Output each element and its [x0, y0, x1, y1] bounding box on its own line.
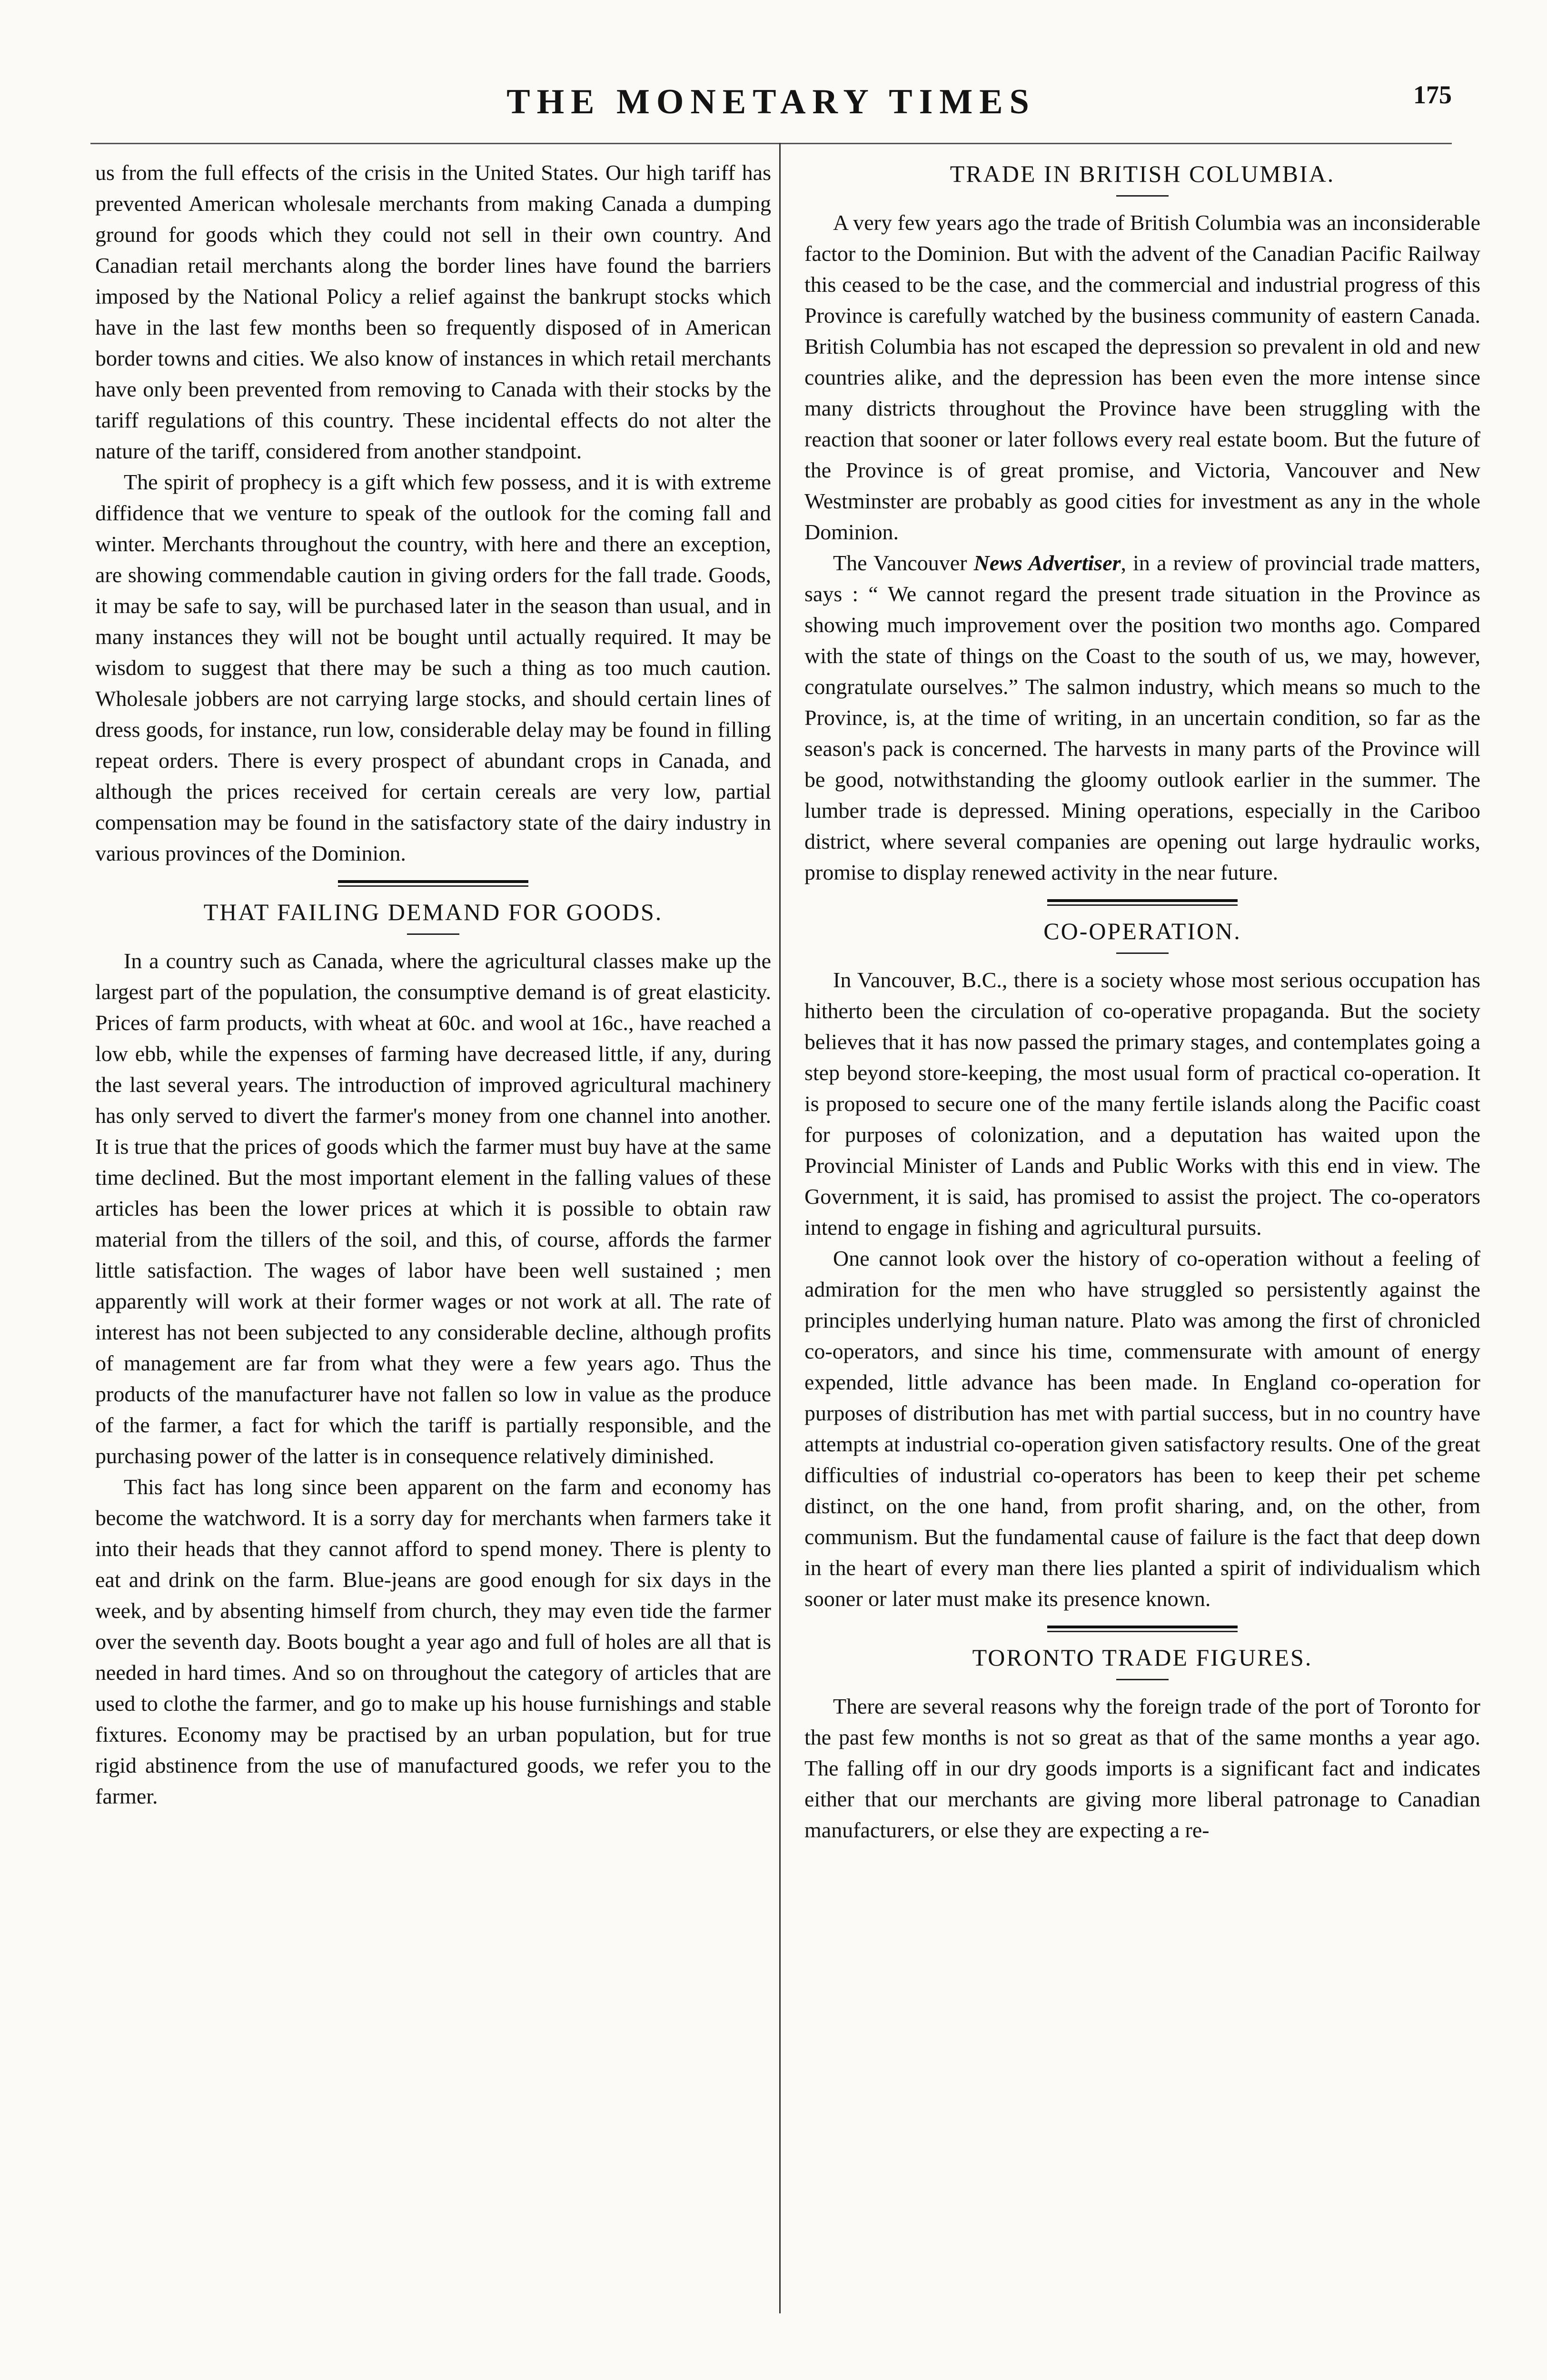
text-run: The Vancouver: [833, 551, 974, 575]
article-heading: TRADE IN BRITISH COLUMBIA.: [950, 160, 1335, 187]
publication-name: News Advertiser: [973, 551, 1121, 575]
article-paragraph: This fact has long since been apparent on the farm and economy has become the watchword. It is a sorry day for merchants when farmers take it into their heads that they cannot afford to spend money. There is plenty to eat and drink on the farm. Blue-jeans are good enough for six days in the week, and by absenting himself from church, they may even tide the farmer over the seventh day. Boots bought a year ago and full of holes are all that is needed in hard times. And so on throughout the category of articles that are used to clothe the farmer, and go to make up his house furnishings and stable fixtures. Economy may be practised by an urban population, but for true rigid abstinence from the use of manufactured goods, we refer you to the farmer.: [95, 1475, 771, 1808]
heading-rule: [1116, 195, 1169, 197]
article-paragraph: [804, 547, 1480, 888]
article-paragraph: In a country such as Canada, where the agricultural classes make up the largest part of the population, the consumptive demand is of great elasticity. Prices of farm products, with wheat at 60c. and wool at 16c., have reached a low ebb, while the expenses of farming have decreased little, if any, during the last several years. The introduction of improved agricultural machinery has only served to divert the farmer's money from one channel into another. It is true that the prices of goods which the farmer must buy have at the same time declined. But the most important element in the falling values of these articles has been the lower prices at which it is possible to obtain raw material from the tillers of the soil, and this, of course, affords the farmer little satisfaction. The wages of labor have been well sustained ; men apparently will work at their former wages or not work at all. The rate of interest has not been subjected to any considerable decline, although profits of management are far from what they were a few years ago. Thus the products of the manufacturer have not fallen so low in value as the produce of the farmer, a fact for which the tariff is partially responsible, and the purchasing power of the latter is in consequence relatively diminished.: [95, 949, 771, 1468]
heading-rule: [407, 933, 459, 935]
publication-title: THE MONETARY TIMES: [506, 82, 1036, 121]
column-divider: [779, 143, 781, 2313]
masthead: [90, 71, 1452, 133]
section-divider: [1047, 1626, 1238, 1632]
article-heading: THAT FAILING DEMAND FOR GOODS.: [203, 899, 663, 925]
section-divider: [338, 880, 528, 887]
article-heading: CO-OPERATION.: [1043, 918, 1241, 944]
text-run: , in a review of provincial trade matters, says : “ We cannot regard the present trade situation in the Province as showing much improvement over the position two months ago. Compared with the state of things on the Coast to the south of us, we may, however, congratulate ourselves.” The salmon industry, which means so much to the Province, is, at the time of writing, in an uncertain condition, so far as the season's pack is concerned. The harvests in many parts of the Province will be good, notwithstanding the gloomy outlook earlier in the summer. The lumber trade is depressed. Mining operations, especially in the Cariboo district, where several companies are opening out large hydraulic works, promise to display renewed activity in the near future.: [804, 551, 1480, 884]
article-paragraph: A very few years ago the trade of British Columbia was an inconsiderable factor to the Dominion. But with the advent of the Canadian Pacific Railway this ceased to be the case, and the commercial and industrial progress of this Province is carefully watched by the business community of eastern Canada. British Columbia has not escaped the depression so prevalent in old and new countries alike, and the depression has been even the more intense since many districts throughout the Province have been struggling with the reaction that sooner or later follows every real estate boom. But the future of the Province is of great promise, and Victoria, Vancouver and New Westminster are probably as good cities for investment as any in the whole Dominion.: [804, 210, 1480, 544]
article-heading: TORONTO TRADE FIGURES.: [972, 1644, 1313, 1671]
article-paragraph: The spirit of prophecy is a gift which few possess, and it is with extreme diffidence that we venture to speak of the outlook for the coming fall and winter. Merchants throughout the country, with here and there an exception, are showing commendable caution in giving orders for the fall trade. Goods, it may be safe to say, will be purchased later in the season than usual, and in many instances they will not be bought until actually required. It may be wisdom to suggest that there may be such a thing as too much caution. Wholesale jobbers are not carrying large stocks, and should certain lines of dress goods, for instance, run low, considerable delay may be found in filling repeat orders. There is every prospect of abundant crops in Canada, and although the prices received for certain cereals are very low, partial compensation may be found in the satisfactory state of the dairy industry in various provinces of the Dominion.: [95, 470, 771, 865]
right-column: [804, 157, 1480, 2299]
article-paragraph: There are several reasons why the foreign trade of the port of Toronto for the past few months is not so great as that of the same months a year ago. The falling off in our dry goods imports is a significant fact and indicates either that our merchants are giving more liberal patronage to Canadian manufacturers, or else they are expecting a re-: [804, 1694, 1480, 1842]
page-number: 175: [1413, 80, 1452, 109]
heading-rule: [1116, 952, 1169, 954]
heading-rule: [1116, 1679, 1169, 1680]
article-paragraph: One cannot look over the history of co-operation without a feeling of admiration for the men who have struggled so persistently against the principles underlying human nature. Plato was among the first of chronicled co-operators, and since his time, commensurate with amount of energy expended, little advance has been made. In England co-operation for purposes of distribution has met with partial success, but in no country have attempts at industrial co-operation given satisfactory results. One of the great difficulties of industrial co-operators has been to keep their pet scheme distinct, on the one hand, from profit sharing, and, on the other, from communism. But the fundamental cause of failure is the fact that deep down in the heart of every man there lies planted a spirit of individualism which sooner or later must make its presence known.: [804, 1246, 1480, 1611]
header-rule: [90, 143, 1452, 144]
section-divider: [1047, 899, 1238, 906]
left-column: [95, 157, 771, 2299]
article-paragraph: In Vancouver, B.C., there is a society whose most serious occupation has hitherto been the circulation of co-operative propaganda. But the society believes that it has now passed the primary stages, and contemplates going a step beyond store-keeping, the most usual form of practical co-operation. It is proposed to secure one of the many fertile islands along the Pacific coast for purposes of colonization, and a deputation has waited upon the Provincial Minister of Lands and Public Works with this end in view. The Government, it is said, has promised to assist the project. The co-operators intend to engage in fishing and agricultural pursuits.: [804, 968, 1480, 1240]
article-paragraph: us from the full effects of the crisis in the United States. Our high tariff has prevented American wholesale merchants from making Canada a dumping ground for goods which they could not sell in their own country. And Canadian retail merchants along the border lines have found the barriers imposed by the National Policy a relief against the bankrupt stocks which have in the last few months been so frequently disposed of in American border towns and cities. We also know of instances in which retail merchants have only been prevented from removing to Canada with their stocks by the tariff regulations of this country. These incidental effects do not alter the nature of the tariff, considered from another standpoint.: [95, 160, 771, 463]
